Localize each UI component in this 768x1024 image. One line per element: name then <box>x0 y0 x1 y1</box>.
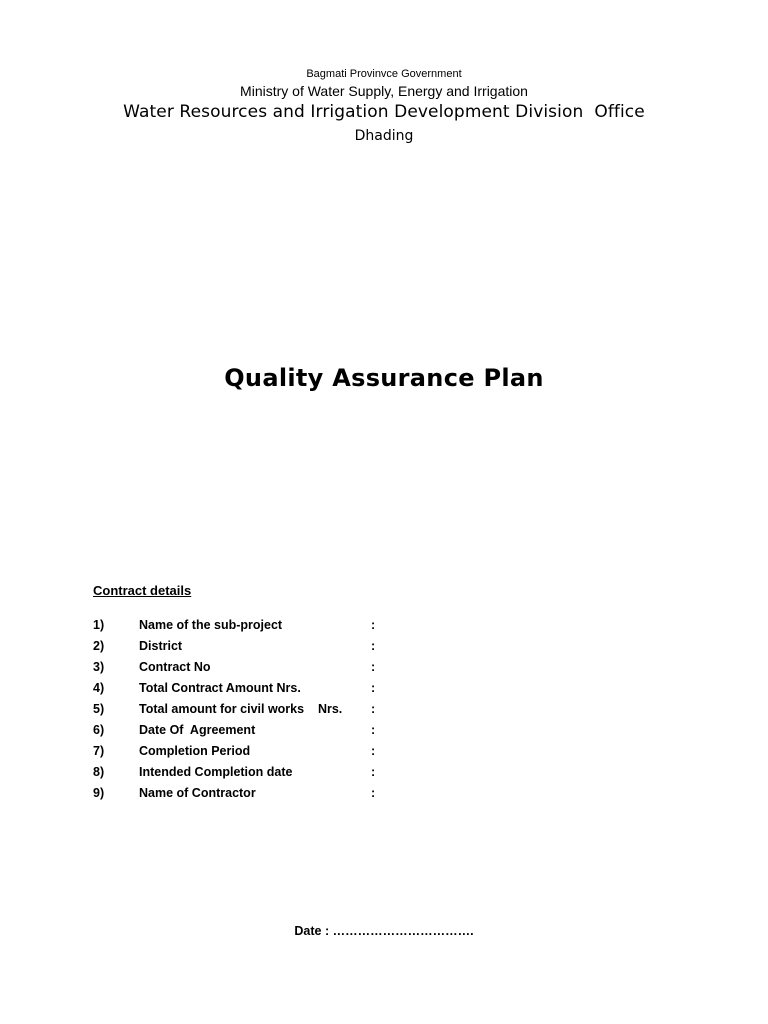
item-label: Intended Completion date <box>139 765 293 779</box>
item-label: Date Of Agreement <box>139 723 256 737</box>
item-separator: : <box>371 702 376 716</box>
document-title: Quality Assurance Plan <box>224 364 544 392</box>
item-label: Contract No <box>139 660 211 674</box>
item-number: 1) <box>93 618 105 632</box>
item-separator: : <box>371 765 376 779</box>
item-number: 6) <box>93 723 105 737</box>
item-separator: : <box>371 639 376 653</box>
item-label: Name of the sub-project <box>139 618 283 632</box>
item-number: 7) <box>93 744 105 758</box>
office-name: Water Resources and Irrigation Development Division Office <box>123 102 645 122</box>
item-separator: : <box>371 660 376 674</box>
contract-detail-row <box>0 618 768 639</box>
item-number: 8) <box>93 765 105 779</box>
contract-detail-row <box>0 660 768 681</box>
district-name: Dhading <box>354 128 414 144</box>
item-number: 4) <box>93 681 105 695</box>
item-separator: : <box>371 723 376 737</box>
item-number: 2) <box>93 639 105 653</box>
contract-detail-row <box>0 702 768 723</box>
contract-detail-row <box>0 723 768 744</box>
item-separator: : <box>371 681 376 695</box>
item-label: Total Contract Amount Nrs. <box>139 681 301 695</box>
contract-detail-row <box>0 681 768 702</box>
item-label: Name of Contractor <box>139 786 256 800</box>
contract-detail-row <box>0 639 768 660</box>
item-label: District <box>139 639 183 653</box>
item-label: Completion Period <box>139 744 251 758</box>
contract-detail-row <box>0 765 768 786</box>
contract-details-list <box>0 618 768 807</box>
contract-detail-row <box>0 744 768 765</box>
item-separator: : <box>371 618 376 632</box>
government-name: Bagmati Provinvce Government <box>306 68 462 80</box>
date-line: Date : ……………………………. <box>294 924 474 938</box>
contract-details-heading: Contract details <box>93 583 192 598</box>
item-number: 5) <box>93 702 105 716</box>
item-number: 3) <box>93 660 105 674</box>
ministry-name: Ministry of Water Supply, Energy and Irrigation <box>240 83 528 99</box>
item-separator: : <box>371 786 376 800</box>
item-number: 9) <box>93 786 105 800</box>
contract-detail-row <box>0 786 768 807</box>
item-label: Total amount for civil works Nrs. <box>139 702 343 716</box>
item-separator: : <box>371 744 376 758</box>
